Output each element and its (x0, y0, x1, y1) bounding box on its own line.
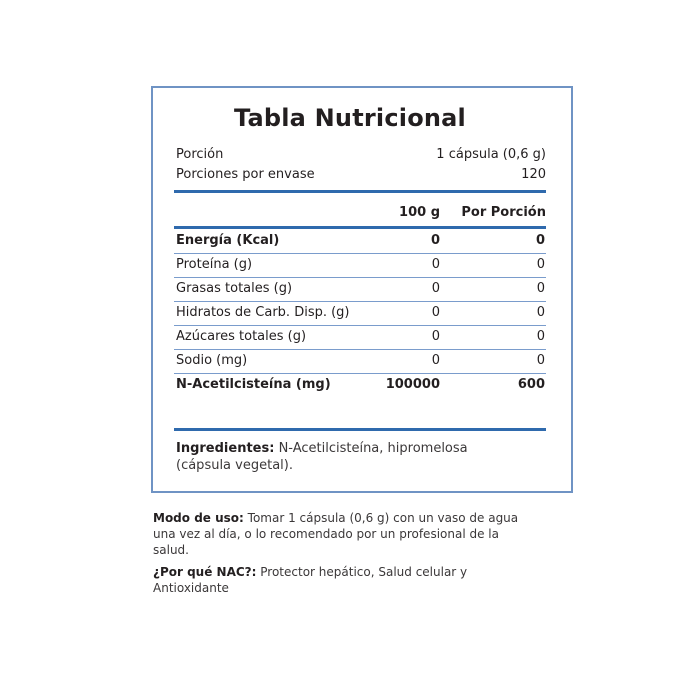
nutrient-value-100g: 0 (430, 233, 440, 248)
nutrient-row (176, 375, 546, 395)
nutrient-row (176, 231, 546, 251)
ingredients-text-cont: (cápsula vegetal). (176, 458, 293, 473)
nutrient-value-100g: 0 (431, 281, 440, 296)
column-header-per-portion: Por Porción (461, 205, 546, 220)
ingredients-text: N-Acetilcisteína, hipromelosa (274, 441, 468, 456)
row-divider (174, 373, 546, 374)
divider-thick (174, 226, 546, 229)
nutrient-label: Sodio (mg) (176, 353, 248, 368)
row-divider (174, 277, 546, 278)
nutrient-value-100g: 0 (431, 257, 440, 272)
ingredients-block (176, 440, 536, 474)
nutrition-table-title: Tabla Nutricional (234, 104, 466, 132)
nutrient-value-per-portion: 600 (517, 377, 545, 392)
row-divider (174, 301, 546, 302)
why-nac-text: Protector hepático, Salud celular y (256, 565, 468, 579)
nutrient-value-100g: 100000 (385, 377, 440, 392)
divider-thick (174, 428, 546, 431)
nutrient-label: Hidratos de Carb. Disp. (g) (176, 305, 350, 320)
servings-per-container-row (176, 166, 546, 184)
nutrient-value-100g: 0 (431, 305, 440, 320)
nutrient-value-per-portion: 0 (535, 233, 545, 248)
nutrient-row (176, 327, 546, 347)
nutrient-row (176, 303, 546, 323)
nutrient-label: N-Acetilcisteína (mg) (176, 377, 331, 392)
column-header-100g: 100 g (399, 205, 440, 220)
usage-text-end: salud. (153, 543, 189, 557)
usage-instructions (153, 510, 553, 558)
portion-value: 1 cápsula (0,6 g) (436, 147, 546, 162)
row-divider (174, 349, 546, 350)
nutrient-value-100g: 0 (431, 329, 440, 344)
why-nac-label: ¿Por qué NAC?: (153, 565, 257, 579)
nutrient-label: Grasas totales (g) (176, 281, 293, 296)
nutrient-value-per-portion: 0 (536, 281, 545, 296)
usage-text-cont: una vez al día, o lo recomendado por un profesional de la (153, 527, 499, 541)
portion-row (176, 146, 546, 164)
portion-label: Porción (176, 147, 224, 162)
nutrient-value-per-portion: 0 (536, 353, 545, 368)
why-nac-text-cont: Antioxidante (153, 581, 229, 595)
nutrient-label: Proteína (g) (176, 257, 253, 272)
servings-label: Porciones por envase (176, 167, 315, 182)
nutrient-label: Azúcares totales (g) (176, 329, 307, 344)
nutrient-row (176, 255, 546, 275)
nutrient-value-per-portion: 0 (536, 305, 545, 320)
divider-thick (174, 190, 546, 193)
row-divider (174, 325, 546, 326)
ingredients-label: Ingredientes: (176, 441, 275, 456)
nutrient-row (176, 351, 546, 371)
usage-text: Tomar 1 cápsula (0,6 g) con un vaso de agua (243, 511, 519, 525)
nutrient-value-per-portion: 0 (536, 329, 545, 344)
usage-label: Modo de uso: (153, 511, 244, 525)
row-divider (174, 253, 546, 254)
nutrient-value-100g: 0 (431, 353, 440, 368)
nutrient-value-per-portion: 0 (536, 257, 545, 272)
nutrient-row (176, 279, 546, 299)
why-nac-block (153, 564, 553, 596)
nutrient-label: Energía (Kcal) (176, 233, 280, 248)
servings-value: 120 (521, 167, 546, 182)
